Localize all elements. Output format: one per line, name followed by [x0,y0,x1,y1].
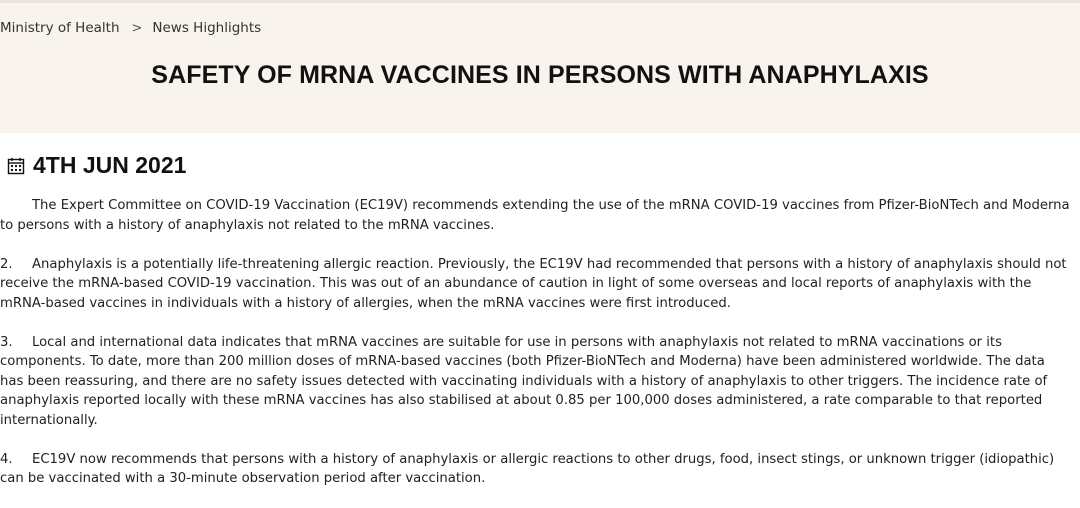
paragraph-text: Anaphylaxis is a potentially life-threatening allergic reaction. Previously, the EC19V had recommended that persons with a history of anaphylaxis should not receive the mRNA-based COVID-19 vaccination. This was out of an abundance of caution in light of some overseas and local reports of anaphylaxis with the mRNA-based vaccines in individuals with a history of allergies, when the mRNA vaccines were first introduced. [0,256,1067,311]
article-body [0,196,1072,508]
paragraph-text: Local and international data indicates that mRNA vaccines are suitable for use in persons with anaphylaxis not related to mRNA vaccinations or its components. To date, more than 200 million doses of mRNA-based vaccines (both Pfizer-BioNTech and Moderna) have been administered worldwide. The data has been reassuring, and there are no safety issues detected with vaccinating individuals with a history of anaphylaxis to other triggers. The incidence rate of anaphylaxis reported locally with these mRNA vaccines has also stabilised at about 0.85 per 100,000 doses administered, a rate comparable to that reported internationally. [0,334,1048,428]
paragraph-number: 2. [0,256,13,272]
publish-date: 4TH JUN 2021 [33,152,187,178]
chevron-right-icon: > [131,20,143,36]
paragraph-3 [0,333,1072,431]
paragraph-4 [0,450,1072,489]
breadcrumb-link-ministry[interactable]: Ministry of Health [0,20,120,36]
paragraph-2 [0,255,1072,314]
calendar-icon [7,157,25,175]
paragraph-number: 4. [0,451,13,467]
paragraph-number: 3. [0,334,13,350]
paragraph-text: The Expert Committee on COVID-19 Vaccination (EC19V) recommends extending the use of the mRNA COVID-19 vaccines from Pfizer-BioNTech and Moderna to persons with a history of anaphylaxis not related to the mRNA vaccines. [0,198,1070,233]
page-header [0,0,1080,133]
page-title: SAFETY OF MRNA VACCINES IN PERSONS WITH ANAPHYLAXIS [151,61,929,89]
paragraph-text: EC19V now recommends that persons with a history of anaphylaxis or allergic reactions to other drugs, food, insect stings, or unknown trigger (idiopathic) can be vaccinated with a 30-minute observation period after vaccination. [0,451,1055,486]
paragraph-1 [0,196,1072,235]
breadcrumb [0,20,261,36]
date-row [7,152,186,179]
breadcrumb-link-news-highlights[interactable]: News Highlights [152,20,262,36]
